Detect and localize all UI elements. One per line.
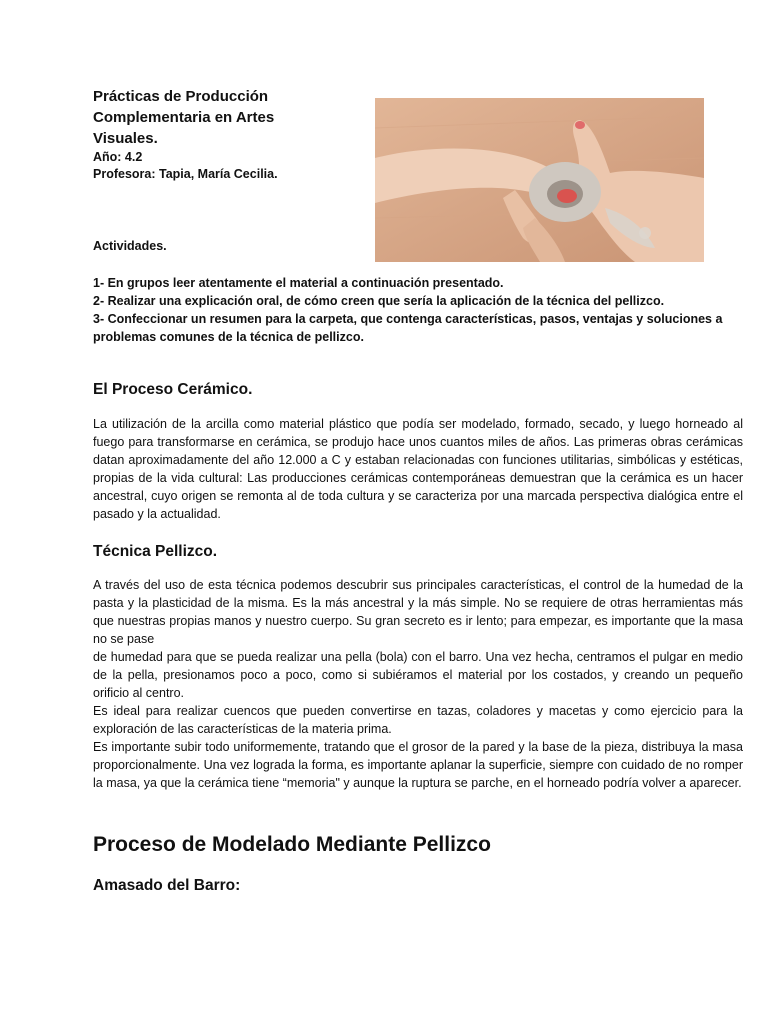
year-label: Año: 4.2: [93, 150, 143, 164]
activity-item-1: 1- En grupos leer atentamente el material a continuación presentado.: [93, 276, 504, 290]
header-block: [93, 86, 363, 183]
pinch-technique-heading: Técnica Pellizco.: [93, 543, 218, 560]
ceramic-process-section: [93, 380, 743, 523]
pinch-paragraph-1: A través del uso de esta técnica podemos descubrir sus principales características, el control de la humedad de la pasta y la plasticidad de la misma. Es la más ancestral y la más simple. No se requiere de otras herramientas más que nuestras propias manos y nuestro cuerpo. Su gran secreto es ir lento; para empezar, es importante que la masa no se pase: [93, 578, 743, 646]
activities-section: [93, 238, 743, 346]
ceramic-process-heading: El Proceso Cerámico.: [93, 381, 253, 398]
pinch-paragraph-2: de humedad para que se pueda realizar una pella (bola) con el barro. Una vez hecha, centramos el pulgar en medio de la pella, presionamos poco a poco, como si subiéramos el material por los costados, y creando un pequeño orificio al centro.: [93, 650, 743, 700]
kneading-subtitle: Amasado del Barro:: [93, 877, 241, 894]
activities-heading: Actividades.: [93, 239, 167, 253]
pinch-technique-section: [93, 542, 743, 792]
modeling-process-title: Proceso de Modelado Mediante Pellizco: [93, 833, 491, 856]
teacher-label: Profesora: Tapia, María Cecilia.: [93, 167, 278, 181]
pinch-paragraph-4: Es importante subir todo uniformemente, tratando que el grosor de la pared y la base de la pieza, distribuya la masa proporcionalmente. Una vez lograda la forma, es importante aplanar la superficie, siempre con cuidado de no romper la masa, ya que la cerámica tiene “memoria" y aunque la ruptura se parche, en el horneado podría volver a aparecer.: [93, 740, 743, 790]
activity-item-2: 2- Realizar una explicación oral, de cómo creen que sería la aplicación de la técnica del pellizco.: [93, 294, 665, 308]
course-title-line-3: Visuales.: [93, 130, 158, 147]
activity-item-3: 3- Confeccionar un resumen para la carpeta, que contenga características, pasos, ventajas y soluciones a problemas comunes de la técnica de pellizco.: [93, 312, 723, 344]
pinch-paragraph-3: Es ideal para realizar cuencos que pueden convertirse en tazas, coladores y macetas y como ejercicio para la exploración de las características de la materia prima.: [93, 704, 743, 736]
ceramic-process-paragraph: La utilización de la arcilla como material plástico que podía ser modelado, formado, secado, y luego horneado al fuego para transformarse en cerámica, se produjo hace unos cuantos miles de años. Las primeras obras cerámicas datan aproximadamente del año 12.000 a C y estaban relacionadas con funciones utilitarias, simbólicas y estéticas, propias de la vida cultural: Las producciones cerámicas contemporáneas demuestran que la cerámica es un hacer ancestral, cuyo origen se remonta al de toda cultura y se caracteriza por una marcada perspectiva dialógica entre el pasado y la actualidad.: [93, 417, 743, 521]
course-title-line-2: Complementaria en Artes: [93, 109, 275, 126]
course-title-line-1: Prácticas de Producción: [93, 88, 269, 105]
